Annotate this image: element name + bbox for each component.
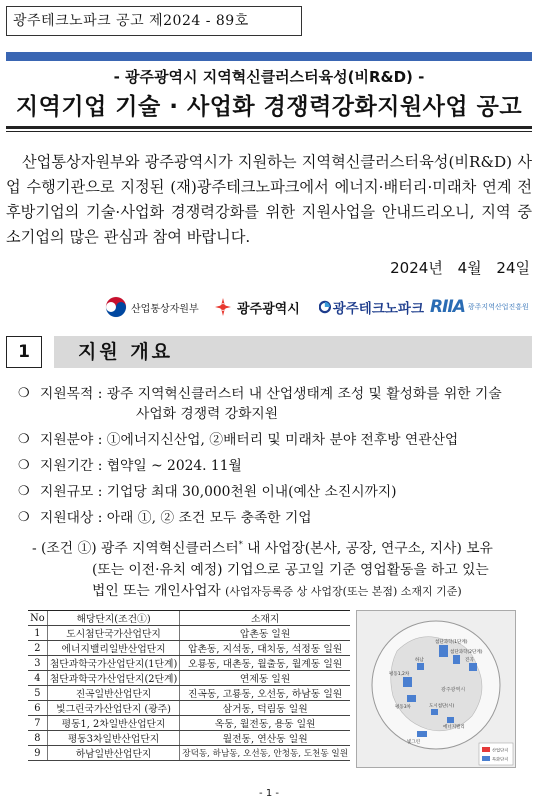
date-month: 4월 [457, 259, 482, 277]
condition-line3 [32, 581, 534, 602]
section-1-heading [6, 336, 532, 368]
table-row [28, 641, 350, 656]
table-cell: 도시첨단국가산업단지 [47, 626, 179, 641]
map-marker [431, 709, 438, 715]
table-cell: 평동3차일반산업단지 [47, 731, 179, 746]
table-cell: 2 [28, 641, 47, 656]
item-text: ①에너지신산업, ②배터리 및 미래차 분야 전후방 연관산업 [106, 432, 459, 448]
table-cell: 3 [28, 656, 47, 671]
section-number: 1 [6, 336, 42, 368]
riia-logo-text: 광주지역산업진흥원 [467, 302, 529, 311]
table-cell: 연제동 일원 [180, 671, 350, 686]
table-cell: 6 [28, 701, 47, 716]
table-cell: 첨단과학국가산업단지(2단계) [47, 671, 179, 686]
list-item-purpose [18, 384, 534, 424]
table-cell: 9 [28, 746, 47, 761]
legend-label: 특화단지 [492, 756, 509, 762]
table-row [28, 716, 350, 731]
table-cell: 진곡일반산업단지 [47, 686, 179, 701]
subtitle: - 광주광역시 지역혁신클러스터육성(비R&D) - [113, 68, 425, 86]
motie-logo [105, 292, 215, 322]
page-title: 지역기업 기술 · 사업화 경쟁력강화지원사업 공고 [15, 94, 523, 120]
table-row [28, 626, 350, 641]
item-text: 협약일 ~ 2024. 11월 [106, 458, 242, 474]
circle-bullet-icon: ❍ [18, 386, 30, 401]
table-cell: 압촌동 일원 [180, 626, 350, 641]
map-label: 평동1,2차 [389, 672, 410, 677]
table-row [28, 671, 350, 686]
table-cell: 8 [28, 731, 47, 746]
table-cell: 4 [28, 671, 47, 686]
gwangju-city-logo [213, 292, 313, 322]
gwangju-logo-text: 광주광역시 [237, 301, 300, 317]
condition-line1: 광주 지역혁신클러스터 [101, 540, 239, 557]
list-item-target [18, 508, 534, 528]
item-label: 지원목적 : [40, 386, 107, 402]
table-header-location: 소재지 [180, 611, 350, 626]
riia-mark: RIIA [430, 297, 465, 317]
motie-emblem-icon [105, 296, 127, 318]
table-cell: 오룡동, 대촌동, 월출동, 월계동 일원 [180, 656, 350, 671]
item-label: 지원규모 : [40, 484, 107, 500]
gwangju-sun-icon [213, 296, 233, 318]
legend-label: 산업단지 [492, 747, 509, 753]
circle-bullet-icon: ❍ [18, 510, 30, 525]
intro-paragraph: 산업통상자원부와 광주광역시가 지원하는 지역혁신클러스터육성(비R&D) 사업 수행기관으로 지정된 (재)광주테크노파크에서 에너지·배터리·미래차 연계 전후방기업의 기술·사업화 경쟁력강화를 위한 지원사업을 안내드리오니, 지역 중소기업의 많은 관심과 참여 바랍니다. [6, 153, 532, 246]
map-label: 에너지밸리 [443, 725, 465, 730]
map-marker [469, 663, 477, 671]
map-marker [403, 677, 412, 687]
table-cell: 하남일반산업단지 [47, 746, 179, 761]
table-cell: 월전동, 연산동 일원 [180, 731, 350, 746]
table-cell: 압촌동, 지석동, 대치동, 석정동 일원 [180, 641, 350, 656]
logo-row [105, 292, 529, 322]
gjtp-logo [319, 292, 424, 322]
item-label: 지원기간 : [40, 458, 107, 474]
table-cell: 5 [28, 686, 47, 701]
item-label: 지원분야 : [40, 432, 107, 448]
title-rule-thin [6, 131, 532, 132]
list-item-scale [18, 482, 534, 502]
map-label: 평동3차 [395, 705, 411, 710]
table-row [28, 701, 350, 716]
condition-footnote-mark: * [238, 540, 243, 549]
item-text-continued: 사업화 경쟁력 강화지원 [136, 406, 279, 422]
list-item-field [18, 430, 534, 450]
gjtp-logo-text: 광주테크노파크 [332, 301, 424, 317]
map-label: 첨단과학(2단계) [450, 650, 483, 655]
gjtp-mark-icon [319, 296, 331, 318]
condition-line1b: 내 사업장(본사, 공장, 연구소, 지사) 보유 [242, 540, 493, 557]
map-marker [453, 655, 460, 664]
map-label: 진곡 [465, 658, 474, 663]
notice-date [390, 257, 530, 278]
map-marker [417, 731, 427, 737]
map-marker [407, 695, 416, 702]
map-marker [417, 663, 424, 670]
item-text: 아래 ①, ② 조건 모두 충족한 기업 [106, 510, 312, 526]
item-text: 기업당 최대 30,000천원 이내(예산 소진시까지) [106, 484, 397, 500]
industrial-complex-table [28, 610, 350, 761]
table-row [28, 746, 350, 761]
table-cell: 진곡동, 고룡동, 오선동, 하남동 일원 [180, 686, 350, 701]
map-marker [447, 717, 454, 723]
title-rule-thick [6, 126, 532, 129]
map-marker [439, 645, 448, 657]
item-label: 지원대상 : [40, 510, 107, 526]
item-text: 광주 지역혁신클러스터 내 산업생태계 조성 및 활성화를 위한 기술 [106, 386, 502, 402]
table-cell: 7 [28, 716, 47, 731]
header-accent-bar [6, 52, 532, 61]
condition-line2: (또는 이전·유치 예정) 기업으로 공고일 기준 영업활동을 하고 있는 [92, 561, 489, 578]
section-title: 지원 개요 [54, 336, 532, 368]
table-cell: 첨단과학국가산업단지(1단계) [47, 656, 179, 671]
condition-1 [32, 534, 534, 602]
condition-line3-note: (사업자등록증 상 사업장(또는 본점) 소재지 기준) [225, 584, 462, 598]
circle-bullet-icon: ❍ [18, 458, 30, 473]
date-day: 24일 [496, 259, 530, 277]
table-row [28, 731, 350, 746]
page-number: - 1 - [259, 788, 279, 799]
riia-logo [430, 292, 530, 322]
table-row [28, 656, 350, 671]
table-cell: 에너지밸리일반산업단지 [47, 641, 179, 656]
table-cell: 1 [28, 626, 47, 641]
table-cell: 삼거동, 덕림동 일원 [180, 701, 350, 716]
map-graphic [357, 611, 515, 767]
motie-logo-text: 산업통상자원부 [131, 303, 199, 315]
condition-prefix: - (조건 ①) [32, 540, 102, 557]
legend-swatch-red [482, 747, 490, 752]
list-item-period [18, 456, 534, 476]
table-cell: 옥동, 월전동, 용동 일원 [180, 716, 350, 731]
table-cell: 빛그린국가산업단지 (광주) [47, 701, 179, 716]
condition-line3-text: 법인 또는 개인사업자 [92, 582, 226, 599]
map-legend [479, 743, 513, 765]
map-label: 첨단과학(1단계) [435, 640, 468, 645]
table-header-no: No [28, 611, 47, 626]
overview-list [18, 384, 534, 602]
table-cell: 평동1, 2차일반산업단지 [47, 716, 179, 731]
table-cell: 장덕동, 하남동, 오선동, 안청동, 도천동 일원 [180, 746, 350, 761]
legend-swatch-blue [482, 756, 490, 761]
circle-bullet-icon: ❍ [18, 432, 30, 447]
table-header-complex: 해당단지(조건①) [47, 611, 179, 626]
map-label: 도시첨단(시) [429, 704, 455, 709]
complex-location-map [356, 610, 516, 768]
map-label: 빛그린 [407, 740, 421, 745]
table-row [28, 686, 350, 701]
map-label: 하남 [415, 658, 424, 663]
circle-bullet-icon: ❍ [18, 484, 30, 499]
date-year: 2024년 [390, 259, 443, 277]
notice-number: 광주테크노파크 공고 제2024 - 89호 [6, 6, 302, 36]
table-header-row [28, 611, 350, 626]
map-label: 광주광역시 [441, 687, 466, 693]
